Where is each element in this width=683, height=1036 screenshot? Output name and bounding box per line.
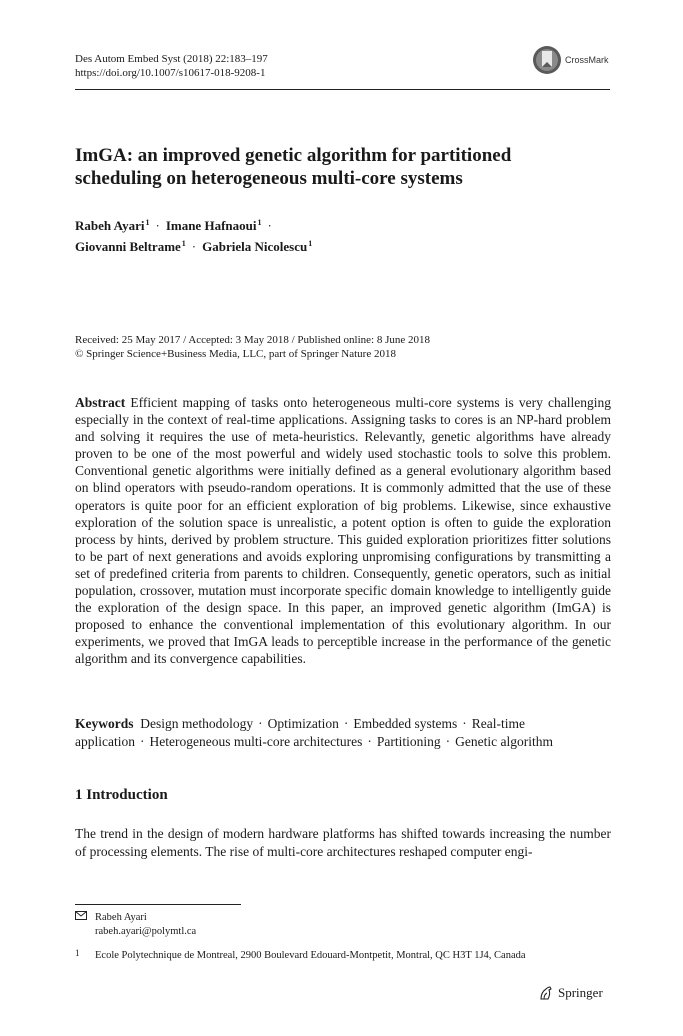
publication-dates (75, 333, 430, 361)
keywords (75, 715, 611, 750)
author-name[interactable]: Giovanni Beltrame (75, 239, 181, 254)
contact-name: Rabeh Ayari (95, 912, 147, 923)
section-body: The trend in the design of modern hardware platforms has shifted towards increasing the number of processing elements. The rise of multi-core architectures reshaped computer engi- (75, 826, 611, 859)
crossmark-badge[interactable] (532, 45, 632, 79)
keyword-separator: · (445, 733, 451, 749)
abstract-text: Efficient mapping of tasks onto heterogeneous multi-core systems is very challenging especially in the context of real-time applications. Assigning tasks to cores is an NP-hard problem and solving it requires the use of meta-heuristics. Relevantly, genetic algorithms have already proven to be one of the most powerful and widely used stochastic tools to solve this problem. Conventional genetic algorithms were initially defined as a general evolutionary algorithm based on blind operators with pseudo-random operations. It is commonly admitted that the use of these operators is quite poor for an efficient exploration of big problems. Likewise, since exhaustive exploration of the solution space is unrealistic, a potent option is often to guide the exploration process by hints, derived by problem structure. This guided exploration prioritizes fitter solutions to be part of next generations and avoids exploring unpromising configurations by transmitting a set of predefined criteria from parents to children. Consequently, genetic operators, such as initial population, crossover, mutation must incorporate specific domain knowledge to intelligently guide the exploration of the design space. In this paper, an improved genetic algorithm (ImGA) is proposed to enhance the conventional implementation of this evolutionary algorithm. In our experiments, we proved that ImGA leads to perceptible increase in the performance of the genetic algorithm and its convergence capabilities. (75, 395, 612, 667)
keyword: Optimization (267, 716, 339, 731)
crossmark-label: CrossMark (565, 55, 609, 65)
envelope-icon (75, 911, 95, 925)
footnote-rule (75, 904, 241, 905)
keyword-separator: · (139, 733, 145, 749)
title-line-2: scheduling on heterogeneous multi-core systems (75, 168, 463, 189)
author-line-2 (75, 235, 615, 256)
abstract-label: Abstract (75, 395, 126, 410)
contact-footnote (75, 911, 196, 939)
author-name[interactable]: Gabriela Nicolescu (202, 239, 308, 254)
keyword: Genetic algorithm (455, 733, 553, 749)
keyword: Partitioning (376, 733, 441, 749)
author-separator: · (155, 218, 160, 233)
author-affiliation: 1 (181, 239, 186, 248)
author-affiliation: 1 (145, 218, 150, 227)
copyright-line: © Springer Science+Business Media, LLC, part of Springer Nature 2018 (75, 348, 396, 360)
section-heading: 1 Introduction (75, 787, 168, 803)
header-rule (75, 89, 610, 90)
affiliation-footnote (75, 946, 615, 963)
author-line-1 (75, 214, 615, 235)
received-line: Received: 25 May 2017 / Accepted: 3 May 2018 / Published online: 8 June 2018 (75, 334, 431, 346)
keyword: Real-time application (75, 716, 525, 749)
affiliation-text: Ecole Polytechnique de Montreal, 2900 Boulevard Edouard-Montpetit, Montral, QC H3T 1J4, Canada (95, 950, 526, 961)
keyword: Design methodology (140, 716, 254, 731)
publisher-logo (538, 985, 603, 1001)
author-affiliation: 1 (257, 218, 262, 227)
keyword-separator: · (367, 733, 372, 749)
journal-header (75, 52, 268, 80)
keyword: Embedded systems (353, 716, 458, 731)
publisher-name: Springer (558, 985, 603, 1000)
abstract (75, 394, 611, 668)
author-name[interactable]: Imane Hafnaoui (165, 218, 257, 233)
springer-horse-icon (538, 985, 554, 1001)
author-separator: · (191, 239, 197, 254)
affiliation-number: 1 (75, 948, 80, 958)
keyword: Heterogeneous multi-core architectures (149, 733, 363, 749)
crossmark-icon (532, 45, 562, 75)
author-affiliation: 1 (308, 239, 313, 248)
keyword-separator: · (462, 716, 467, 731)
keyword-separator: · (343, 716, 349, 731)
author-list (75, 214, 615, 256)
journal-citation: Des Autom Embed Syst (2018) 22:183–197 (75, 53, 268, 65)
title-line-1: ImGA: an improved genetic algorithm for partitioned (75, 145, 512, 166)
paper-title (75, 144, 615, 190)
keyword-separator: · (258, 716, 263, 731)
contact-email[interactable]: rabeh.ayari@polymtl.ca (95, 926, 197, 937)
author-separator: · (267, 218, 272, 233)
keywords-label: Keywords (75, 716, 134, 731)
author-name[interactable]: Rabeh Ayari (75, 218, 145, 233)
doi-link[interactable]: https://doi.org/10.1007/s10617-018-9208-1 (75, 67, 266, 79)
